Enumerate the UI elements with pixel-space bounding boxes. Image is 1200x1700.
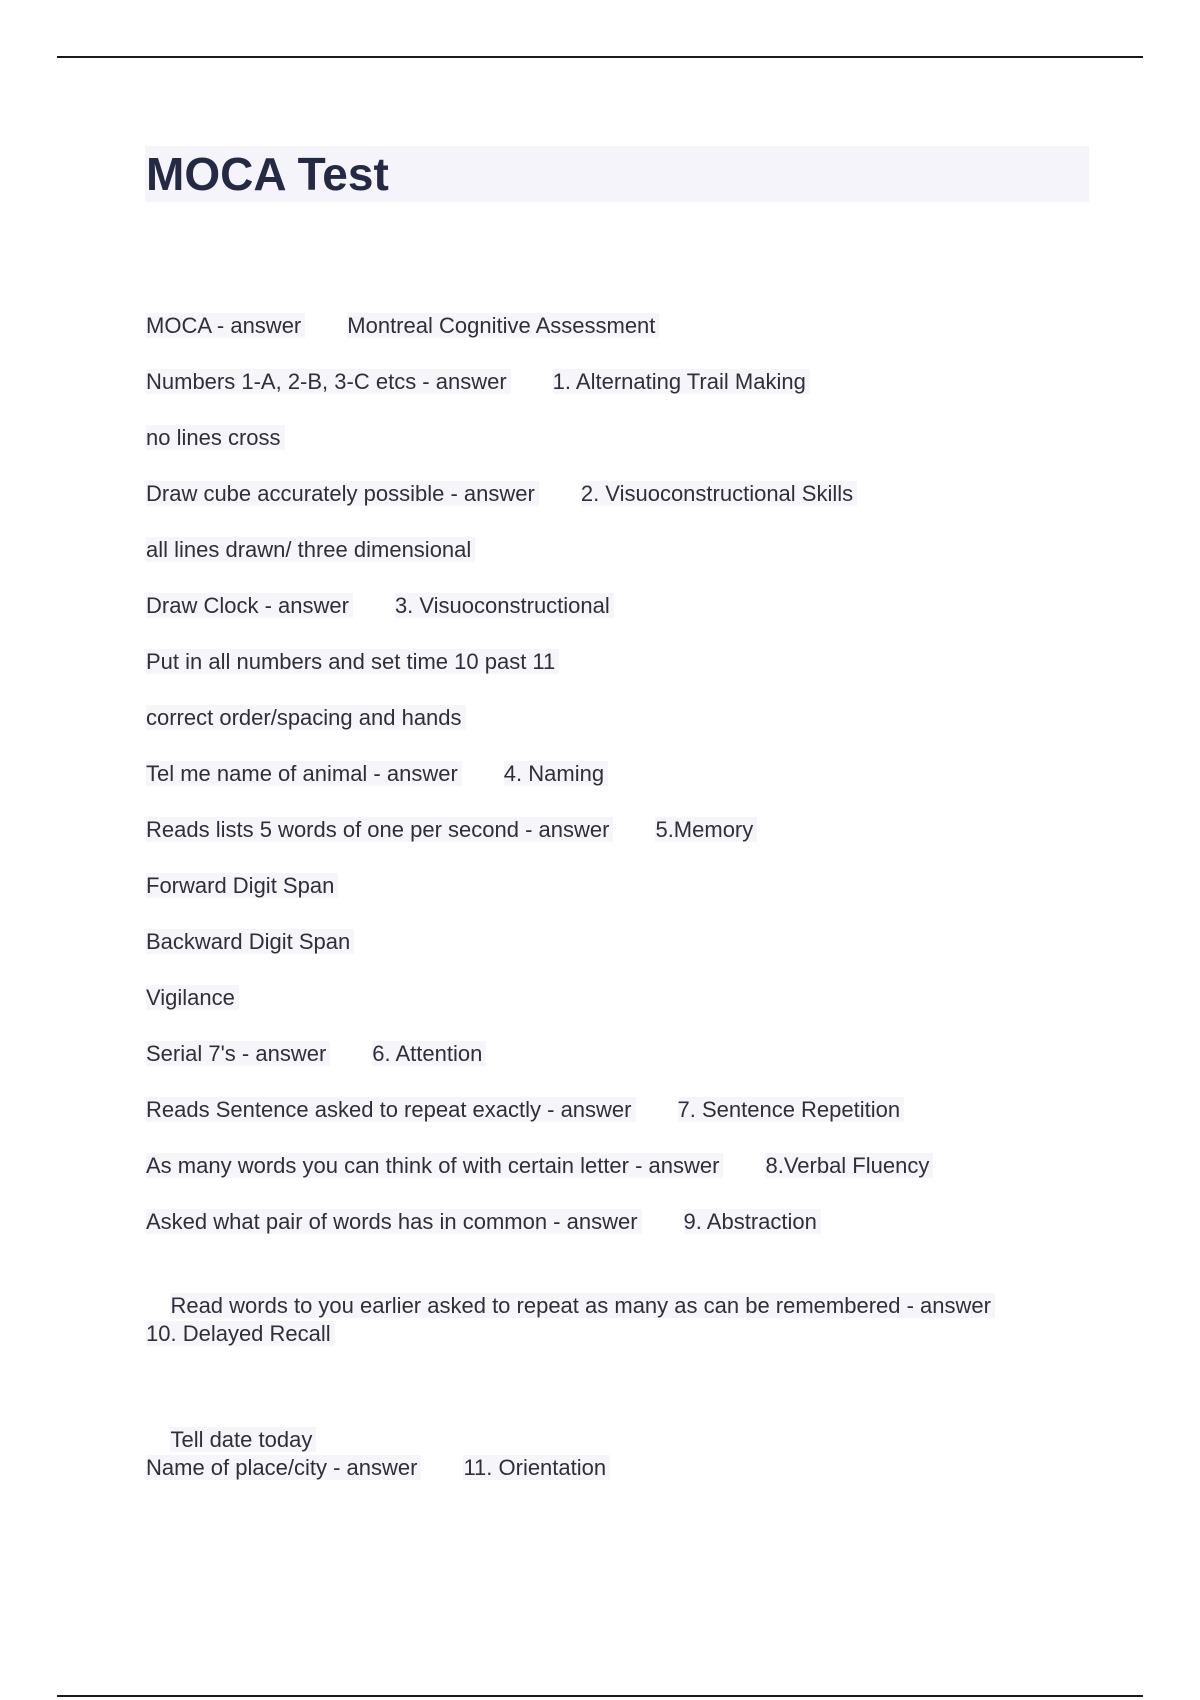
question-text: As many words you can think of with certain letter - answer [146,1153,723,1178]
question-text: MOCA - answer [146,313,305,338]
answer-text: 2. Visuoconstructional Skills [581,481,857,506]
qa-entry [146,368,1086,396]
question-text: Vigilance [146,985,239,1010]
question-text: Forward Digit Span [146,873,338,898]
top-rule [57,56,1143,58]
qa-entry [146,312,1086,340]
qa-entry [146,1208,1086,1236]
qa-entry [146,984,1086,1012]
answer-text: 1. Alternating Trail Making [553,369,810,394]
question-text: Serial 7's - answer [146,1041,330,1066]
answer-text: 5.Memory [655,817,757,842]
qa-entry [146,480,1086,508]
qa-entry [146,928,1086,956]
answer-text: 7. Sentence Repetition [678,1097,905,1122]
qa-entry [146,1096,1086,1124]
qa-entry [146,872,1086,900]
question-text: Draw Clock - answer [146,593,353,618]
qa-entry [146,648,1086,676]
qa-entry [146,424,1086,452]
question-text: no lines cross [146,425,285,450]
question-text: Backward Digit Span [146,929,354,954]
answer-text: 8.Verbal Fluency [765,1153,933,1178]
answer-text: 3. Visuoconstructional [395,593,614,618]
bottom-rule [57,1695,1143,1697]
qa-entry [146,760,1086,788]
qa-entry [146,704,1086,732]
question-text: Tell date today [170,1427,316,1452]
question-text: Reads Sentence asked to repeat exactly - answer [146,1097,636,1122]
document-body [146,312,1086,1532]
question-text: Put in all numbers and set time 10 past 11 [146,649,559,674]
qa-entry [146,536,1086,564]
answer-text: 11. Orientation [463,1455,610,1480]
qa-entry [146,592,1086,620]
page-title: MOCA Test [146,148,389,200]
question-text: Read words to you earlier asked to repeat as many as can be remembered - answer [170,1293,995,1318]
qa-entry-orientation [146,1398,1086,1510]
question-text: Tel me name of animal - answer [146,761,462,786]
qa-entry [146,816,1086,844]
question-text: Numbers 1-A, 2-B, 3-C etcs - answer [146,369,511,394]
qa-entry [146,1152,1086,1180]
question-text: Draw cube accurately possible - answer [146,481,539,506]
qa-entry-delayed-recall [146,1264,1086,1376]
answer-text: 4. Naming [504,761,608,786]
answer-text: 6. Attention [372,1041,486,1066]
answer-text: 10. Delayed Recall [146,1321,335,1346]
answer-text: 9. Abstraction [684,1209,821,1234]
question-text: correct order/spacing and hands [146,705,466,730]
answer-text: Montreal Cognitive Assessment [347,313,659,338]
question-text: Asked what pair of words has in common - answer [146,1209,642,1234]
question-text: Name of place/city - answer [146,1455,421,1480]
question-text: all lines drawn/ three dimensional [146,537,475,562]
qa-list [146,312,1086,1236]
question-text: Reads lists 5 words of one per second - answer [146,817,613,842]
qa-entry [146,1040,1086,1068]
